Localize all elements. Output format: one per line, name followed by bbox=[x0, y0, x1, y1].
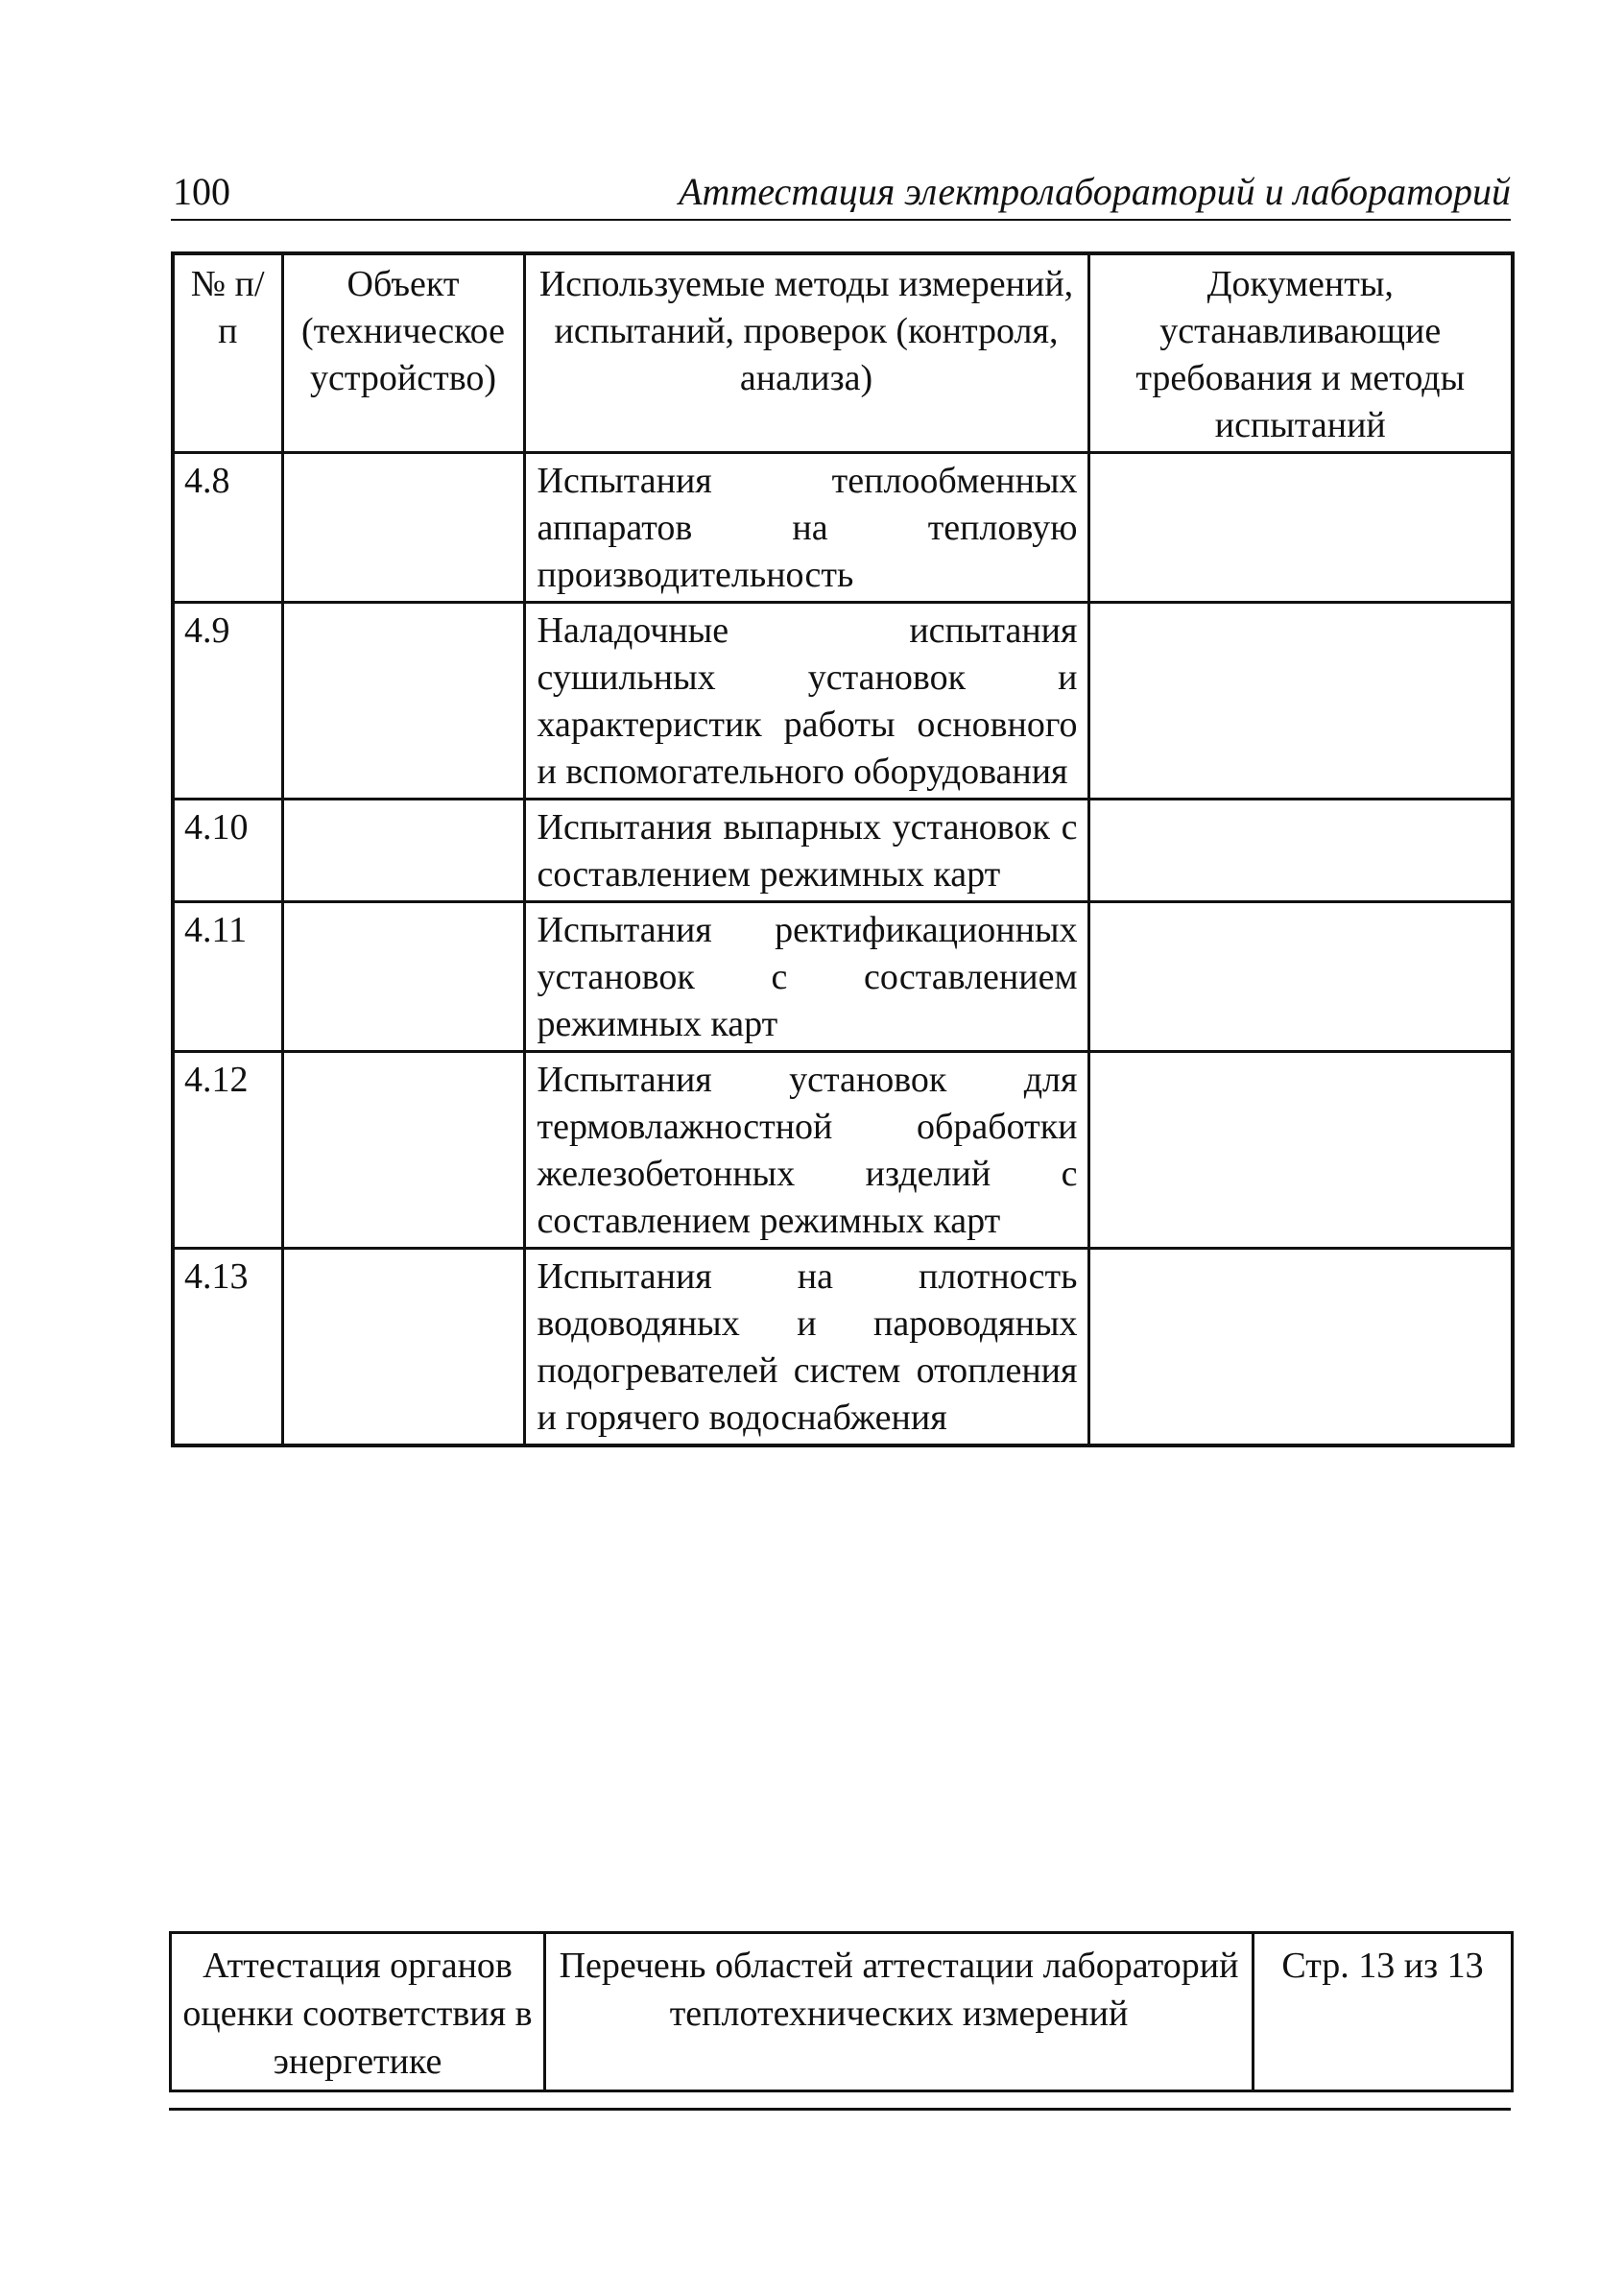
row-number: 4.10 bbox=[173, 800, 282, 902]
row-documents bbox=[1088, 800, 1513, 902]
row-object bbox=[282, 603, 524, 800]
table-row bbox=[173, 453, 1513, 603]
footer-divider bbox=[169, 2108, 1511, 2111]
footer-row bbox=[171, 1933, 1513, 2091]
row-object bbox=[282, 1249, 524, 1446]
table-row bbox=[173, 1052, 1513, 1249]
row-documents bbox=[1088, 603, 1513, 800]
footer-document-title: Перечень областей аттестации лабораторий теплотехнических измерений bbox=[545, 1933, 1254, 2091]
footer-organization: Аттестация органов оценки соответствия в энергетике bbox=[171, 1933, 545, 2091]
row-number: 4.8 bbox=[173, 453, 282, 603]
row-method: Испытания на плотность водоводяных и пароводяных подогревателей систем отопления и горячего водоснабжения bbox=[524, 1249, 1088, 1446]
row-method: Наладочные испытания сушильных установок и характеристик работы основного и вспомогательного оборудования bbox=[524, 603, 1088, 800]
row-documents bbox=[1088, 453, 1513, 603]
column-header-methods: Используемые методы измерений, испытаний, проверок (контроля, анализа) bbox=[524, 253, 1088, 453]
header-divider bbox=[171, 219, 1511, 221]
table-header-row bbox=[173, 253, 1513, 453]
row-method: Испытания выпарных установок с составлением режимных карт bbox=[524, 800, 1088, 902]
row-method: Испытания ректификационных установок с составлением режимных карт bbox=[524, 902, 1088, 1052]
row-number: 4.11 bbox=[173, 902, 282, 1052]
table-row bbox=[173, 902, 1513, 1052]
row-documents bbox=[1088, 902, 1513, 1052]
footer-page-info: Стр. 13 из 13 bbox=[1254, 1933, 1513, 2091]
document-footer-table bbox=[169, 1931, 1514, 2092]
row-number: 4.13 bbox=[173, 1249, 282, 1446]
row-method: Испытания теплообменных аппаратов на тепловую производительность bbox=[524, 453, 1088, 603]
column-header-documents: Документы, устанавливающие требования и методы испытаний bbox=[1088, 253, 1513, 453]
row-number: 4.9 bbox=[173, 603, 282, 800]
column-header-object: Объект (техническое устройство) bbox=[282, 253, 524, 453]
row-object bbox=[282, 1052, 524, 1249]
row-object bbox=[282, 453, 524, 603]
table-row bbox=[173, 800, 1513, 902]
column-header-number: № п/п bbox=[173, 253, 282, 453]
page-number: 100 bbox=[173, 170, 230, 213]
row-documents bbox=[1088, 1052, 1513, 1249]
methods-table bbox=[171, 251, 1515, 1447]
row-object bbox=[282, 800, 524, 902]
row-method: Испытания установок для термовлажностной обработки железобетонных изделий с составлением режимных карт bbox=[524, 1052, 1088, 1249]
table-row bbox=[173, 1249, 1513, 1446]
row-object bbox=[282, 902, 524, 1052]
row-number: 4.12 bbox=[173, 1052, 282, 1249]
row-documents bbox=[1088, 1249, 1513, 1446]
running-title: Аттестация электролабораторий и лабораторий bbox=[679, 170, 1511, 213]
table-row bbox=[173, 603, 1513, 800]
